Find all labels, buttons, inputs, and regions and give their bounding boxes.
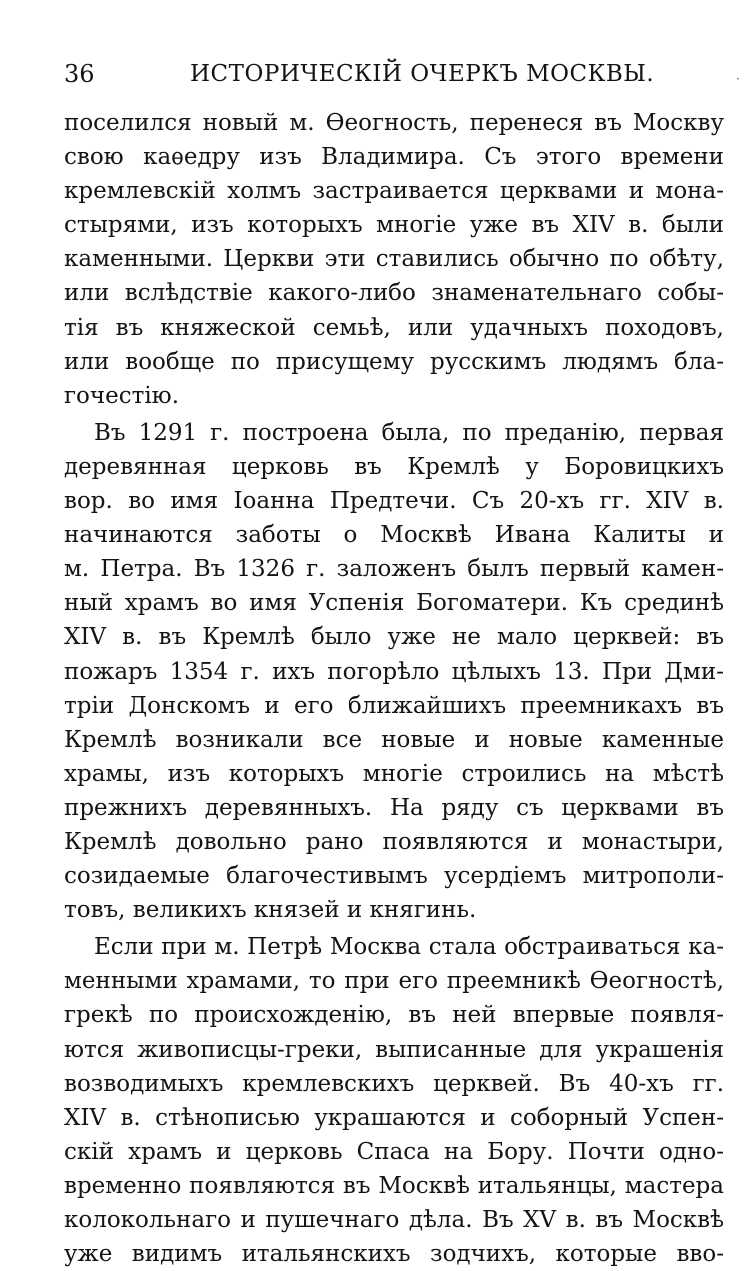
text-line: стырями, изъ которыхъ многіе уже въ XIV в. были (64, 212, 724, 239)
text-line: Если при м. Петрѣ Москва стала обстраиваться ка- (94, 934, 724, 961)
paragraph-2 (64, 416, 724, 927)
body-text (64, 106, 724, 1271)
text-line: XIV в. стѣнописью украшаются и соборный Успен- (64, 1104, 724, 1131)
running-title: ИСТОРИЧЕСКІЙ ОЧЕРКЪ МОСКВЫ. (190, 61, 655, 87)
page-number: 36 (64, 60, 95, 88)
text-line: свою каѳедру изъ Владимира. Съ этого времени (64, 144, 724, 171)
text-line: возводимыхъ кремлевскихъ церквей. Въ 40-хъ гг. (64, 1070, 724, 1097)
page-header (60, 58, 720, 90)
text-line: или вслѣдствіе какого-либо знаменательнаго собы- (64, 280, 724, 307)
text-line: начинаются заботы о Москвѣ Ивана Калиты и (64, 522, 724, 549)
text-line: XIV в. въ Кремлѣ было уже не мало церквей: въ (64, 624, 724, 651)
text-line: гочестію. (64, 382, 180, 409)
text-line: тріи Донскомъ и его ближайшихъ преемникахъ въ (64, 692, 724, 719)
text-line: Кремлѣ довольно рано появляются и монастыри, (64, 828, 724, 855)
paragraph-3 (64, 930, 724, 1271)
page-edge-speck: · (736, 72, 740, 86)
text-line: временно появляются въ Москвѣ итальянцы, мастера (64, 1172, 724, 1199)
text-line: товъ, великихъ князей и княгинь. (64, 897, 477, 924)
text-line: кремлевскій холмъ застраивается церквами и мона- (64, 178, 724, 205)
text-line: уже видимъ итальянскихъ зодчихъ, которые вво- (64, 1241, 724, 1268)
text-line: пожаръ 1354 г. ихъ погорѣло цѣлыхъ 13. При Дми- (64, 658, 724, 685)
text-line: тія въ княжеской семьѣ, или удачныхъ походовъ, (64, 314, 724, 341)
text-line: менными храмами, то при его преемникѣ Ѳеогностѣ, (64, 968, 724, 995)
text-line: ются живописцы-греки, выписанные для украшенія (64, 1036, 724, 1063)
text-line: храмы, изъ которыхъ многіе строились на мѣстѣ (64, 760, 724, 787)
text-line: поселился новый м. Ѳеогность, перенеся въ Москву (64, 110, 724, 136)
text-line: скій храмъ и церковь Спаса на Бору. Почти одно- (64, 1138, 724, 1165)
text-line: каменными. Церкви эти ставились обычно по обѣту, (64, 246, 724, 273)
text-line: или вообще по присущему русскимъ людямъ бла- (64, 348, 724, 375)
text-line: колокольнаго и пушечнаго дѣла. Въ XV в. въ Москвѣ (64, 1207, 724, 1233)
text-line: Въ 1291 г. построена была, по преданію, первая (94, 419, 724, 446)
text-line: прежнихъ деревянныхъ. На ряду съ церквами въ (64, 794, 724, 821)
text-line: вор. во имя Іоанна Предтечи. Съ 20-хъ гг. XIV в. (64, 488, 724, 515)
text-line: созидаемые благочестивымъ усердіемъ митрополи- (64, 863, 724, 890)
text-line: м. Петра. Въ 1326 г. заложенъ былъ первый камен- (64, 556, 724, 583)
text-line: ный храмъ во имя Успенія Богоматери. Къ срединѣ (64, 590, 724, 617)
paragraph-1 (64, 106, 724, 413)
text-line: деревянная церковь въ Кремлѣ у Боровицкихъ (64, 453, 724, 480)
text-line: Кремлѣ возникали все новые и новые каменные (64, 726, 724, 753)
text-line: грекѣ по происхожденію, въ ней впервые появля- (64, 1002, 724, 1029)
